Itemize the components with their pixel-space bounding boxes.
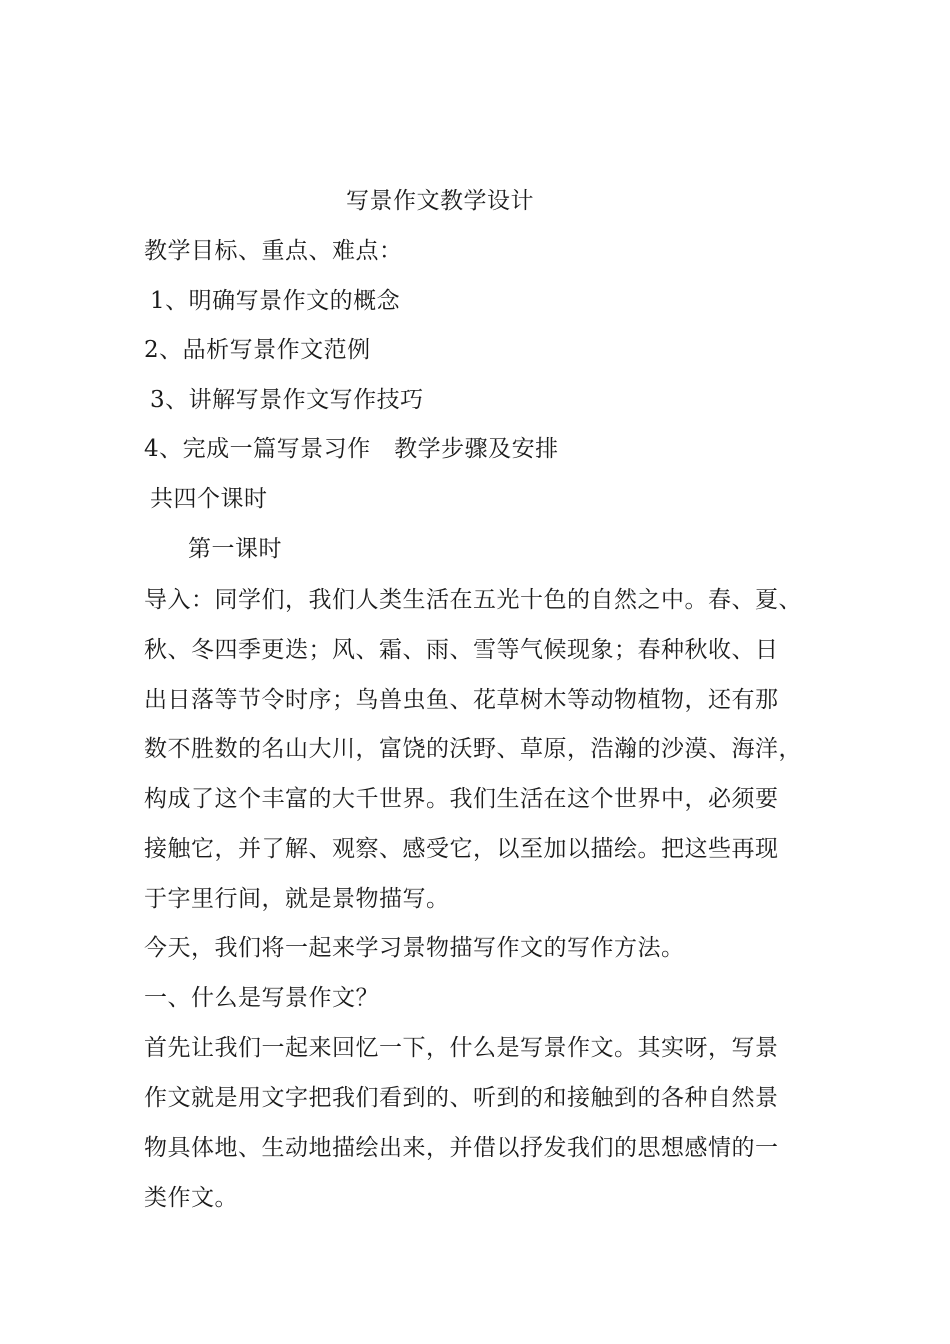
intro-line: 出日落等节令时序；鸟兽虫鱼、花草树木等动物植物，还有那 — [144, 687, 779, 713]
section1-line: 作文就是用文字把我们看到的、听到的和接触到的各种自然景 — [144, 1085, 779, 1111]
section1-line: 首先让我们一起来回忆一下，什么是写景作文。其实呀，写景 — [144, 1035, 779, 1061]
intro-line: 秋、冬四季更迭；风、霜、雨、雪等气候现象；春种秋收、日 — [144, 637, 779, 663]
document-title: 写景作文教学设计 — [346, 188, 534, 214]
intro-line: 导入：同学们，我们人类生活在五光十色的自然之中。春、夏、 — [144, 587, 802, 613]
today-line: 今天，我们将一起来学习景物描写作文的写作方法。 — [144, 935, 685, 961]
objective-item: 4、完成一篇写景习作 教学步骤及安排 — [144, 436, 559, 462]
intro-line: 于字里行间，就是景物描写。 — [144, 886, 450, 912]
objective-item: 3、讲解写景作文写作技巧 — [150, 387, 424, 413]
section1-heading: 一、什么是写景作文？ — [144, 985, 379, 1011]
objective-item: 2、品析写景作文范例 — [144, 337, 371, 363]
lesson-heading: 第一课时 — [188, 536, 282, 562]
section1-line: 类作文。 — [144, 1185, 238, 1211]
intro-line: 接触它，并了解、观察、感受它，以至加以描绘。把这些再现 — [144, 836, 779, 862]
total-hours: 共四个课时 — [150, 486, 268, 512]
intro-line: 构成了这个丰富的大千世界。我们生活在这个世界中，必须要 — [144, 786, 779, 812]
objectives-heading: 教学目标、重点、难点： — [144, 238, 403, 264]
section1-line: 物具体地、生动地描绘出来，并借以抒发我们的思想感情的一 — [144, 1135, 779, 1161]
intro-line: 数不胜数的名山大川，富饶的沃野、草原，浩瀚的沙漠、海洋， — [144, 736, 802, 762]
objective-item: 1、明确写景作文的概念 — [150, 288, 401, 314]
